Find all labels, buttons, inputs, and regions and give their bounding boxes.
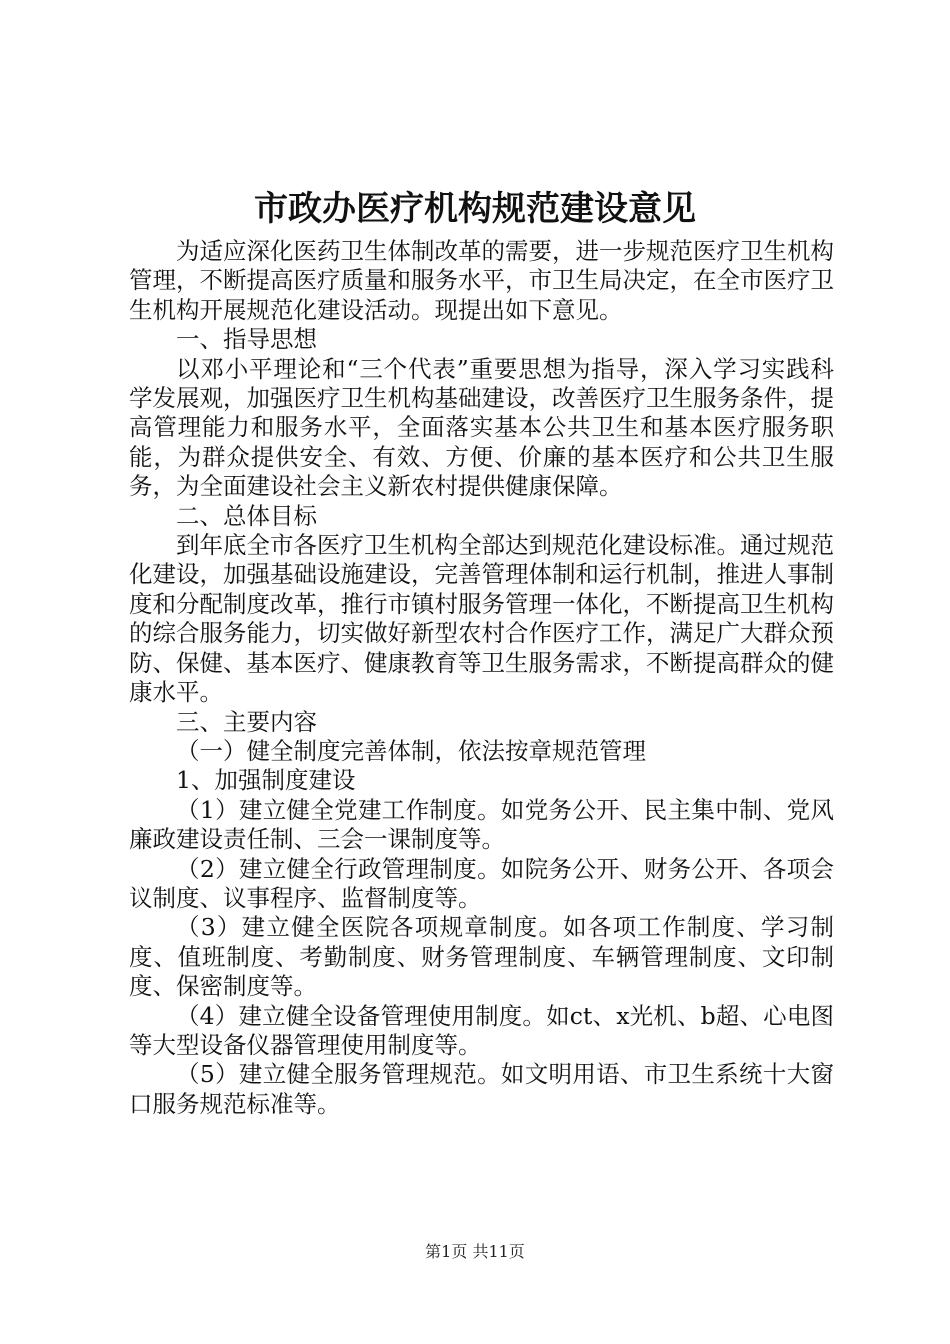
section-heading-main-content: 三、主要内容 bbox=[176, 707, 317, 736]
list-item-hospital-rules: （3）建立健全医院各项规章制度。如各项工作制度、学习制度、值班制度、考勤制度、财务管理制度、车辆管理制度、文印制度、保密制度等。 bbox=[129, 913, 834, 1001]
document-title: 市政办医疗机构规范建设意见 bbox=[254, 189, 696, 229]
page-footer: 第1页 共11页 bbox=[425, 1242, 525, 1261]
list-item-equipment: （4）建立健全设备管理使用制度。如ct、x光机、b超、心电图等大型设备仪器管理使用制度等。 bbox=[129, 1001, 834, 1059]
list-item-service-standards: （5）建立健全服务管理规范。如文明用语、市卫生系统十大窗口服务规范标准等。 bbox=[129, 1060, 834, 1118]
list-item-party-building: （1）建立健全党建工作制度。如党务公开、民主集中制、党风廉政建设责任制、三会一课制度等。 bbox=[129, 795, 834, 854]
section-heading-overall-goal: 二、总体目标 bbox=[176, 501, 317, 530]
intro-paragraph: 为适应深化医药卫生体制改革的需要，进一步规范医疗卫生机构管理，不断提高医疗质量和服务水平，市卫生局决定，在全市医疗卫生机构开展规范化建设活动。现提出如下意见。 bbox=[129, 237, 834, 324]
list-item-administration: （2）建立健全行政管理制度。如院务公开、财务公开、各项会议制度、议事程序、监督制度等。 bbox=[129, 854, 834, 912]
subsection-heading-1: （一）健全制度完善体制，依法按章规范管理 bbox=[176, 736, 646, 765]
guiding-ideology-paragraph: 以邓小平理论和“三个代表”重要思想为指导，深入学习实践科学发展观，加强医疗卫生机构基础建设，改善医疗卫生服务条件，提高管理能力和服务水平，全面落实基本公共卫生和基本医疗服务职能，为群众提供安全、有效、方便、价廉的基本医疗和公共卫生服务，为全面建设社会主义新农村提供健康保障。 bbox=[129, 354, 834, 501]
overall-goal-paragraph: 到年底全市各医疗卫生机构全部达到规范化建设标准。通过规范化建设，加强基础设施建设，完善管理体制和运行机制，推进人事制度和分配制度改革，推行市镇村服务管理一体化，不断提高卫生机构的综合服务能力，切实做好新型农村合作医疗工作，满足广大群众预防、保健、基本医疗、健康教育等卫生服务需求，不断提高群众的健康水平。 bbox=[129, 531, 834, 707]
item-heading-system-building: 1、加强制度建设 bbox=[176, 766, 356, 795]
document-body bbox=[129, 237, 834, 1119]
section-heading-guiding-ideology: 一、指导思想 bbox=[176, 325, 317, 354]
